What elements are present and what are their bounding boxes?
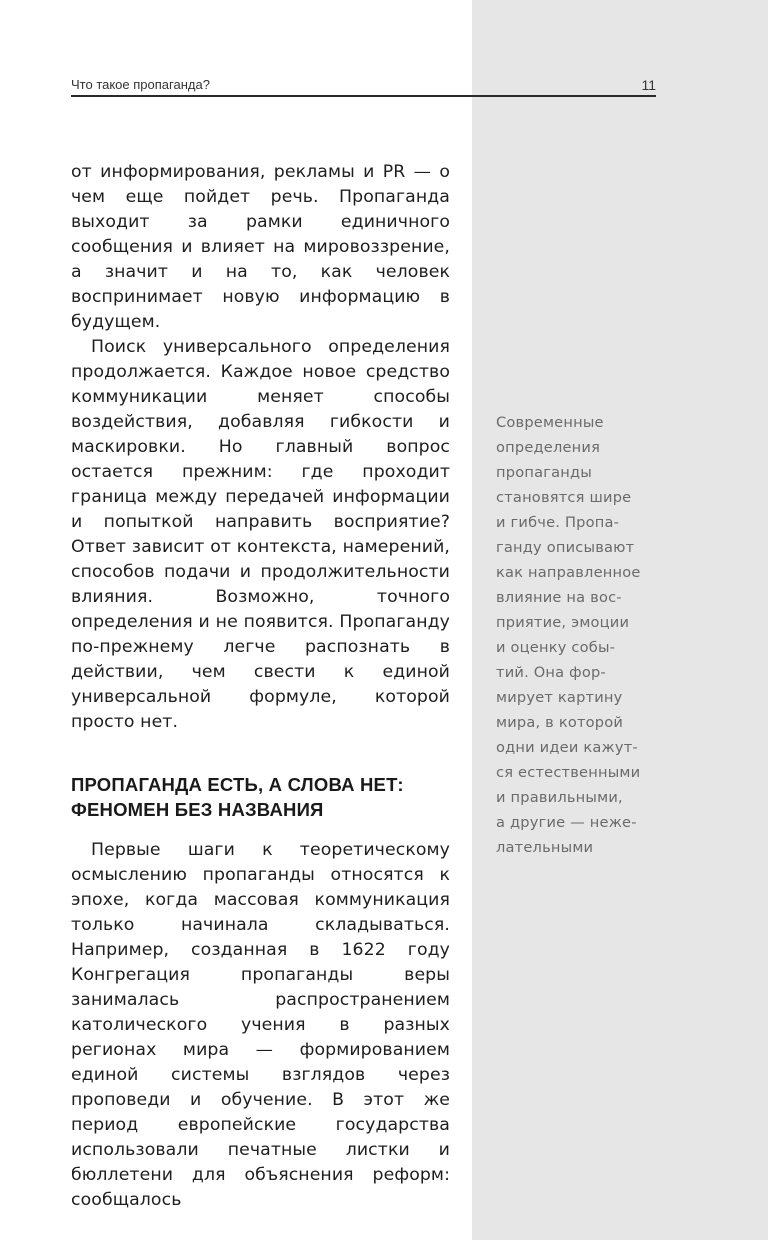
side-note-line: лательными [496, 839, 594, 856]
paragraph-2: Поиск универсального определения продолжается. Каждое новое средство коммуникации меняет способы воздействия, добавляя гибкости и маскировки. Но главный вопрос остается прежним: где проходит граница между передачей информации и попыткой направить восприятие? Ответ зависит от контекста, намерений, способов подачи и продолжительности влияния. Возможно, точного определения и не появится. Пропаганду по-прежнему легче распознать в действии, чем свести к единой универсальной формуле, которой просто нет. [71, 337, 450, 732]
side-note-line: одни идеи кажут- [496, 739, 638, 756]
side-note-line: пропаганды [496, 464, 592, 481]
side-note-line: а другие — неже- [496, 814, 637, 831]
paragraph-3: Первые шаги к теоретическому осмыслению пропаганды относятся к эпохе, когда массовая коммуникация только начинала складываться. Например, созданная в 1622 году Конгрегация пропаганды веры занималась распространением католического учения в разных регионах мира — формированием единой системы взглядов через проповеди и обучение. В этот же период европейские государства использовали печатные листки и бюллетени для объяснения реформ: сообщалось [71, 840, 450, 1210]
side-note [496, 410, 661, 860]
section-heading: ПРОПАГАНДА ЕСТЬ, А СЛОВА НЕТ: ФЕНОМЕН БЕЗ НАЗВАНИЯ [71, 774, 404, 820]
side-note-line: и гибче. Пропа- [496, 514, 620, 531]
side-note-line: мирует картину [496, 689, 623, 706]
side-note-line: тий. Она фор- [496, 664, 606, 681]
side-note-line: становятся шире [496, 489, 632, 506]
chapter-title: Что такое пропаганда? [71, 77, 210, 92]
page-number: 11 [641, 77, 656, 93]
side-note-line: влияние на вос- [496, 589, 622, 606]
main-text-column [71, 160, 450, 1213]
side-note-line: приятие, эмоции [496, 614, 630, 631]
side-note-line: и правильными, [496, 789, 623, 806]
side-note-line: Современные [496, 414, 604, 431]
paragraph-1: от информирования, рекламы и PR — о чем еще пойдет речь. Пропаганда выходит за рамки единичного сообщения и влияет на мировоззрение, а значит и на то, как человек воспринимает новую информацию в будущем. [71, 162, 450, 332]
side-note-line: и оценку собы- [496, 639, 616, 656]
running-header [71, 77, 656, 97]
side-note-line: ся естественными [496, 764, 641, 781]
side-note-line: определения [496, 439, 601, 456]
side-note-line: как направленное [496, 564, 641, 581]
side-note-line: ганду описывают [496, 539, 635, 556]
side-note-line: мира, в которой [496, 714, 624, 731]
